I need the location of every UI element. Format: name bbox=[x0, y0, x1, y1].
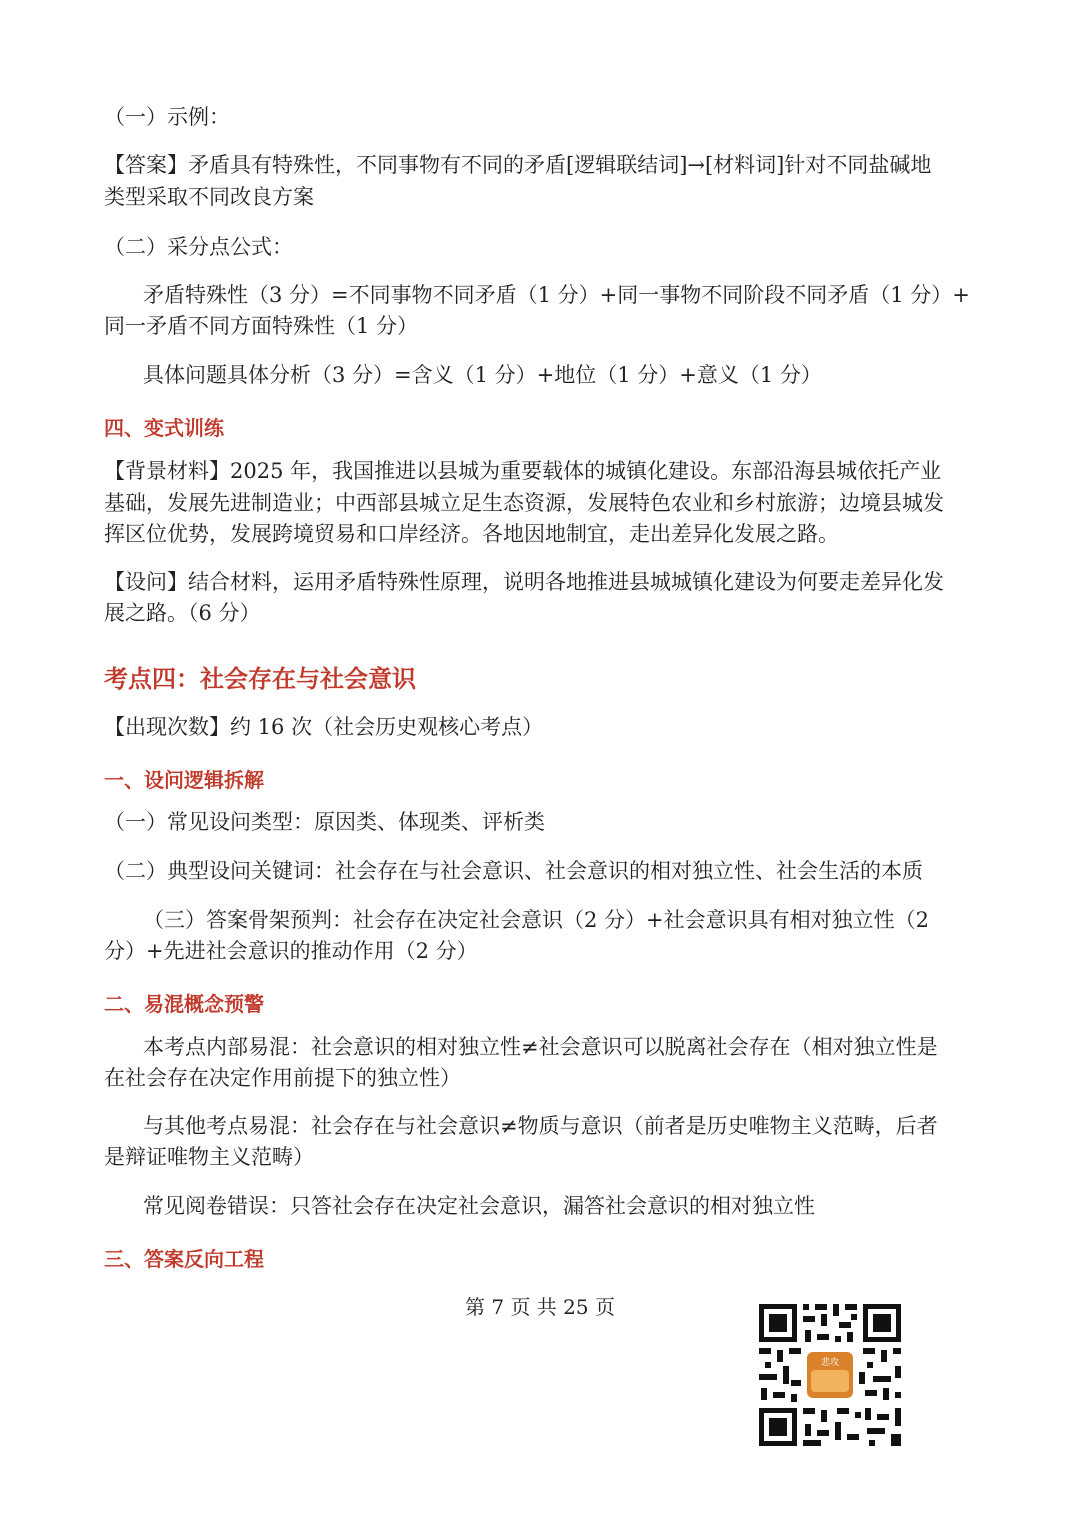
qr-finder-top-right bbox=[863, 1304, 901, 1342]
page-number: 第 7 页 共 25 页 bbox=[465, 1295, 615, 1319]
qr-logo-label: 悲攻 bbox=[820, 1358, 840, 1368]
question-line-2: 展之路。（6 分） bbox=[104, 601, 261, 625]
formula-line-2: 同一矛盾不同方面特殊性（1 分） bbox=[104, 314, 419, 338]
heading-reverse-engineering: 三、答案反向工程 bbox=[104, 1247, 264, 1271]
answer-line-2: 类型采取不同改良方案 bbox=[104, 185, 314, 209]
qr-finder-bottom-left bbox=[759, 1408, 797, 1446]
background-line-3: 挥区位优势，发展跨境贸易和口岸经济。各地因地制宜，走出差异化发展之路。 bbox=[104, 522, 839, 546]
occurrence-count: 【出现次数】约 16 次（社会历史观核心考点） bbox=[104, 715, 544, 739]
scoring-formula-label: （二）采分点公式： bbox=[104, 235, 293, 259]
qr-code bbox=[755, 1300, 905, 1450]
background-line-1: 【背景材料】2025 年，我国推进以县城为重要载体的城镇化建设。东部沿海县城依托产业 bbox=[104, 459, 942, 483]
answer-skeleton-line-1: （三）答案骨架预判：社会存在决定社会意识（2 分）+社会意识具有相对独立性（2 bbox=[143, 908, 929, 932]
answer-line-1: 【答案】矛盾具有特殊性，不同事物有不同的矛盾[逻辑联结词]→[材料词]针对不同盐碱地 bbox=[104, 153, 932, 177]
question-line-1: 【设问】结合材料，运用矛盾特殊性原理，说明各地推进县城城镇化建设为何要走差异化发 bbox=[104, 570, 944, 594]
common-grading-error: 常见阅卷错误：只答社会存在决定社会意识，漏答社会意识的相对独立性 bbox=[143, 1194, 815, 1218]
typical-keywords: （二）典型设问关键词：社会存在与社会意识、社会意识的相对独立性、社会生活的本质 bbox=[104, 859, 923, 883]
example-label: （一）示例： bbox=[104, 105, 230, 129]
topic-title: 考点四：社会存在与社会意识 bbox=[104, 665, 416, 693]
heading-variant-training: 四、变式训练 bbox=[104, 416, 224, 440]
heading-confusion-warning: 二、易混概念预警 bbox=[104, 992, 264, 1016]
answer-skeleton-line-2: 分）+先进社会意识的推动作用（2 分） bbox=[104, 939, 478, 963]
common-question-types: （一）常见设问类型：原因类、体现类、评析类 bbox=[104, 810, 545, 834]
heading-logic-breakdown: 一、设问逻辑拆解 bbox=[104, 768, 264, 792]
cross-topic-confusion-line-1: 与其他考点易混：社会存在与社会意识≠物质与意识（前者是历史唯物主义范畴，后者 bbox=[143, 1114, 938, 1138]
qr-finder-top-left bbox=[759, 1304, 797, 1342]
internal-confusion-line-1: 本考点内部易混：社会意识的相对独立性≠社会意识可以脱离社会存在（相对独立性是 bbox=[143, 1035, 938, 1059]
formula-line-1: 矛盾特殊性（3 分）=不同事物不同矛盾（1 分）+同一事物不同阶段不同矛盾（1 分）+ bbox=[143, 283, 970, 307]
internal-confusion-line-2: 在社会存在决定作用前提下的独立性） bbox=[104, 1066, 461, 1090]
cross-topic-confusion-line-2: 是辩证唯物主义范畴） bbox=[104, 1145, 314, 1169]
background-line-2: 基础，发展先进制造业；中西部县城立足生态资源，发展特色农业和乡村旅游；边境县城发 bbox=[104, 491, 944, 515]
formula-line-3: 具体问题具体分析（3 分）=含义（1 分）+地位（1 分）+意义（1 分） bbox=[143, 363, 822, 387]
